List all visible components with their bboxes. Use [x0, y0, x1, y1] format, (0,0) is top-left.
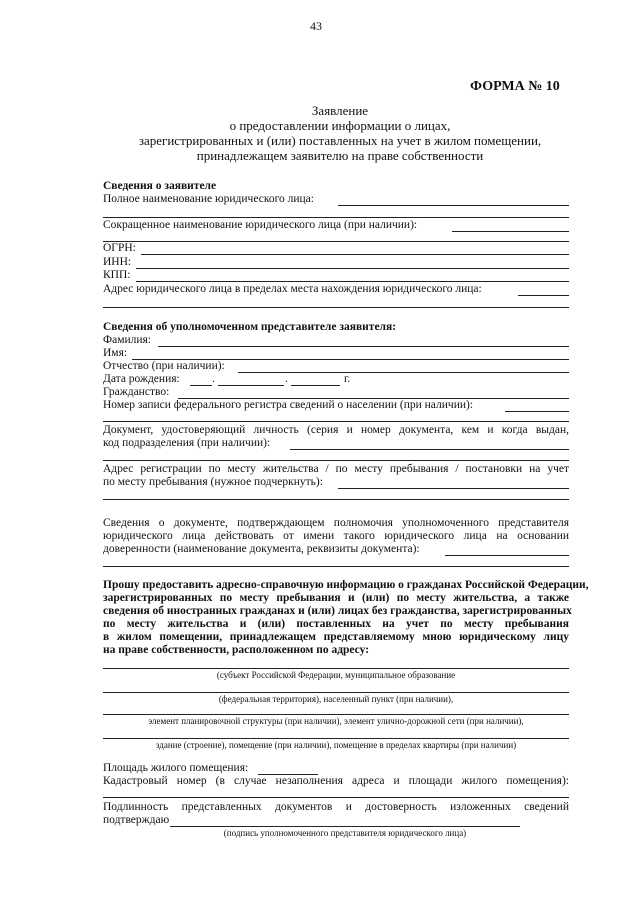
- registry-label: Номер записи федерального регистра сведений о населении (при наличии):: [103, 399, 474, 411]
- form-title-line-4: принадлежащем заявителю на праве собственности: [196, 148, 484, 163]
- kpp-field[interactable]: [136, 281, 569, 282]
- address-street-caption: элемент планировочной структуры (при наличии), элемент улично-дорожной сети (при наличии),: [148, 716, 524, 726]
- citizenship-label: Гражданство:: [103, 386, 170, 398]
- request-text-line-2: зарегистрированных по месту пребывания и (или) по месту жительства, а также: [103, 592, 569, 604]
- form-title-line-3: зарегистрированных и (или) поставленных на учет в жилом помещении,: [138, 133, 542, 148]
- confirmation-text-line2: подтверждаю: [103, 814, 170, 826]
- full-name-field-continuation[interactable]: [103, 217, 569, 218]
- authority-document-label-line2: юридического лица действовать от имени такого юридического лица на основании: [103, 530, 569, 542]
- full-name-field[interactable]: [338, 205, 569, 206]
- birth-date-label: Дата рождения:: [103, 373, 180, 385]
- request-text-line-5: в жилом помещении, принадлежащем представляемому мною юридическому лицу: [103, 631, 569, 643]
- signature-field[interactable]: [170, 826, 520, 827]
- address-building-field[interactable]: [103, 738, 569, 739]
- page-number: 43: [310, 19, 322, 33]
- birth-year-field[interactable]: [291, 385, 340, 386]
- authority-document-field[interactable]: [445, 555, 569, 556]
- inn-label: ИНН:: [103, 256, 132, 268]
- address-subject-caption: (субъект Российской Федерации, муниципальное образование: [216, 670, 456, 680]
- id-document-label-line2: код подразделения (при наличии):: [103, 437, 271, 449]
- kpp-label: КПП:: [103, 269, 131, 281]
- short-name-field-continuation[interactable]: [103, 241, 569, 242]
- surname-label: Фамилия:: [103, 334, 151, 346]
- name-label: Имя:: [103, 347, 128, 359]
- cadastral-label: Кадастровый номер (в случае незаполнения адреса и площади жилого помещения):: [103, 775, 569, 787]
- address-label: Адрес юридического лица в пределах места нахождения юридического лица:: [103, 283, 482, 295]
- short-name-field[interactable]: [452, 231, 569, 232]
- authority-document-field-continuation[interactable]: [103, 566, 569, 567]
- address-street-field[interactable]: [103, 714, 569, 715]
- registry-field[interactable]: [505, 411, 569, 412]
- address-field[interactable]: [518, 295, 569, 296]
- signature-caption: (подпись уполномоченного представителя юридического лица): [223, 828, 467, 838]
- form-title-line-1: Заявление: [311, 103, 369, 118]
- short-name-label: Сокращенное наименование юридического лица (при наличии):: [103, 219, 418, 231]
- address-field-continuation[interactable]: [103, 307, 569, 308]
- form-label: ФОРМА № 10: [470, 79, 560, 94]
- id-document-field[interactable]: [290, 449, 569, 450]
- authority-document-label: Сведения о документе, подтверждающем полномочия уполномоченного представителя: [103, 517, 569, 529]
- id-document-label: Документ, удостоверяющий личность (серия и номер документа, кем и когда выдан,: [103, 424, 569, 436]
- address-building-caption: здание (строение), помещение (при наличии), помещение в пределах квартиры (при наличии): [155, 740, 517, 750]
- registration-address-label: Адрес регистрации по месту жительства / по месту пребывания / постановки на учет: [103, 463, 569, 475]
- request-text-line-4: по месту жительства и (или) поставленных на учет по месту пребывания: [103, 618, 569, 630]
- surname-field[interactable]: [158, 346, 569, 347]
- form-title-line-2: о предоставлении информации о лицах,: [229, 118, 451, 133]
- applicant-heading: Сведения о заявителе: [103, 180, 217, 192]
- address-territory-field[interactable]: [103, 692, 569, 693]
- confirmation-text: Подлинность представленных документов и достоверность изложенных сведений: [103, 801, 569, 813]
- birth-day-field[interactable]: [190, 385, 212, 386]
- request-text-line-3: сведения об иностранных гражданах и (или) лицах без гражданства, зарегистрированных: [103, 605, 572, 617]
- request-text-line-6: на праве собственности, расположенном по адресу:: [103, 644, 370, 656]
- registration-address-label-line2: по месту пребывания (нужное подчеркнуть):: [103, 476, 323, 488]
- full-name-label: Полное наименование юридического лица:: [103, 193, 314, 205]
- birth-date-separator: .: [285, 373, 288, 385]
- registration-address-field[interactable]: [338, 488, 569, 489]
- area-label: Площадь жилого помещения:: [103, 762, 249, 774]
- representative-heading: Сведения об уполномоченном представителе заявителя:: [103, 321, 397, 333]
- request-text-line-1: Прошу предоставить адресно-справочную информацию о гражданах Российской Федерации,: [103, 579, 589, 591]
- cadastral-field[interactable]: [103, 797, 569, 798]
- ogrn-label: ОГРН:: [103, 242, 136, 254]
- birth-date-suffix: г.: [344, 373, 351, 385]
- patronymic-label: Отчество (при наличии):: [103, 360, 225, 372]
- registration-address-field-continuation[interactable]: [103, 499, 569, 500]
- address-territory-caption: (федеральная территория), населенный пункт (при наличии),: [218, 694, 454, 704]
- registry-field-continuation[interactable]: [103, 421, 569, 422]
- birth-date-separator: .: [212, 373, 215, 385]
- ogrn-field[interactable]: [141, 254, 569, 255]
- id-document-field-continuation[interactable]: [103, 460, 569, 461]
- address-subject-field[interactable]: [103, 668, 569, 669]
- authority-document-label-line3: доверенности (наименование документа, реквизиты документа):: [103, 543, 420, 555]
- birth-month-field[interactable]: [218, 385, 284, 386]
- inn-field[interactable]: [136, 268, 569, 269]
